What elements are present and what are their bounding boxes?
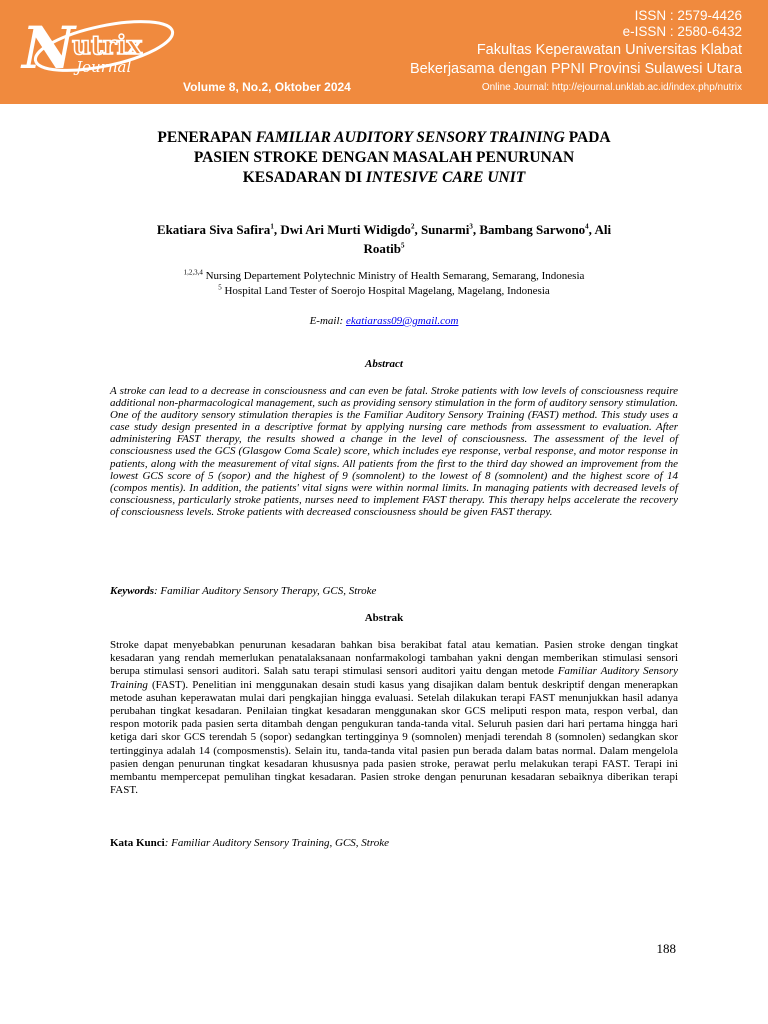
svg-text:Journal: Journal [76, 58, 132, 76]
faculty-name: Fakultas Keperawatan Universitas Klabat [476, 42, 742, 58]
abstrak-part: Stroke dapat menyebabkan penurunan kesadaran bahkan bisa berakibat fatal atau kematian. Pasien stroke dengan tingkat kesadaran yang rendah memerlukan penatalaksanaan nonfarmakologi tambahan yakni dengan memberikan stimulasi sensori berupa stimulasi sensori auditori. Salah satu terapi stimulasi sensori auditori yaitu dengan metode [110, 639, 678, 678]
affiliation-text: Nursing Departement Polytechnic Ministry of Health Semarang, Semarang, Indonesia [202, 270, 585, 282]
title-line-2: PASIEN STROKE DENGAN MASALAH PENURUNAN [193, 149, 575, 166]
keywords-label: Keywords [110, 585, 154, 597]
kata-kunci-label: Kata Kunci [110, 837, 165, 849]
article-title [60, 128, 708, 188]
abstrak-heading: Abstrak [364, 612, 404, 624]
author-affil-sup: 3 [469, 222, 473, 231]
author: , Ali [588, 222, 612, 237]
volume-info: Volume 8, No.2, Oktober 2024 [183, 80, 351, 94]
title-italic: INTESIVE CARE UNIT [365, 169, 526, 186]
title-part: KESADARAN DI [242, 169, 366, 186]
keywords-text: : Familiar Auditory Sensory Therapy, GCS, Stroke [154, 585, 377, 597]
online-journal-url: Online Journal: http://ejournal.unklab.ac.id/index.php/nutrix [481, 82, 742, 93]
journal-header [0, 0, 768, 104]
author-list [90, 220, 678, 258]
abstrak-text [110, 639, 678, 797]
author: , Dwi Ari Murti Widigdo [273, 222, 411, 237]
author: , Sunarmi [414, 222, 470, 237]
title-italic: FAMILIAR AUDITORY SENSORY TRAINING [255, 129, 565, 146]
affiliation-sup: 1,2,3,4 [183, 268, 203, 277]
keywords [110, 585, 678, 597]
nutrix-logo [14, 6, 184, 84]
author: , Bambang Sarwono [472, 222, 586, 237]
title-part: PENERAPAN [157, 129, 256, 146]
abstract-heading: Abstract [365, 358, 403, 370]
title-part: PADA [564, 129, 611, 146]
abstrak-italic: Familiar Auditory Sensory Training [110, 665, 679, 691]
author-affil-sup: 1 [270, 222, 274, 231]
partner-name: Bekerjasama dengan PPNI Provinsi Sulawesi Utara [409, 61, 742, 77]
svg-text:utrix: utrix [72, 31, 142, 61]
email-link[interactable]: ekatiarass09@gmail.com [345, 315, 459, 327]
issn: ISSN : 2579-4426 [634, 8, 742, 23]
author-affil-sup: 5 [401, 241, 405, 250]
affiliation-text: Hospital Land Tester of Soerojo Hospital Magelang, Magelang, Indonesia [221, 285, 550, 297]
page-number: 188 [656, 941, 676, 956]
author-affil-sup: 4 [585, 222, 589, 231]
abstract-text: A stroke can lead to a decrease in consciousness and can even be fatal. Stroke patients with low levels of consciousness require additional non-pharmacological management, such as providing sensory stimulation in the form of auditory sensory stimulation. One of the auditory sensory stimulation therapies is the Familiar Auditory Sensory Training (FAST) method. This study uses a case study design presented in a descriptive format by applying nursing care methods from assessment to evaluation. After administering FAST therapy, the results showed a change in the level of consciousness. The assessment of the level of consciousness used the GCS (Glasgow Coma Scale) score, which includes eye response, verbal response, and motor response in patients, along with the measurement of vital signs. All patients from the first to the third day showed an improvement from the lowest GCS score of 5 (sopor) and the highest of 9 (somnolent) to the lowest of 8 (somnolent) and the highest score of 14 (compos mentis). In addition, the patients' vital signs were within normal limits. In managing patients with decreased levels of consciousness, particularly stroke patients, nurses need to implement FAST therapy. This therapy helps accelerate the recovery of consciousness levels. Stroke patients with decreased consciousness should be given FAST therapy. [110, 385, 678, 518]
affiliation-sup: 5 [218, 283, 222, 292]
abstrak-part: (FAST). Penelitian ini menggunakan desain studi kasus yang disajikan dalam bentuk deskriptif dengan menerapkan metode asuhan keperawatan mulai dari pengkajian hingga evaluasi. Setelah dilakukan terapi FAST menunjukkan hasil adanya perubahan tingkat kesadaran. Penilaian tingkat kesadaran menggunakan skor GCS meliputi respon mata, respon verbal, dan respon motorik pada pasien serta ditambah dengan pengukuran tanda-tanda vital. Seluruh pasien dari hari pertama hingga hari ketiga dari skor GCS terendah 5 (sopor) sedangkan tertingginya 9 (somnolen) menjadi terendah 8 (somnolen) sedangkan skor tertingginya adalah 14 (composmenstis). Selain itu, tanda-tanda vital pasien pun berada dalam batas normal. Dalam mengelola pasien dengan penurunan tingkat kesadaran khususnya pada pasien stroke, perawat perlu melakukan terapi FAST. Terapi ini membantu mempercepat pemulihan tingkat kesadaran. Pasien stroke dengan penurunan kesadaran sebaiknya diberikan terapi FAST. [110, 678, 678, 797]
eissn: e-ISSN : 2580-6432 [622, 24, 742, 39]
affiliation-2 [60, 285, 708, 297]
email-label: E-mail: [309, 315, 346, 327]
affiliation-1 [60, 270, 708, 282]
kata-kunci-text: : Familiar Auditory Sensory Training, GCS, Stroke [164, 837, 389, 849]
svg-text:N: N [22, 14, 76, 82]
author: Ekatiara Siva Safira [156, 222, 271, 237]
contact-email [60, 315, 708, 327]
author: Roatib [363, 241, 402, 256]
author-affil-sup: 2 [410, 222, 415, 231]
kata-kunci [110, 837, 678, 849]
